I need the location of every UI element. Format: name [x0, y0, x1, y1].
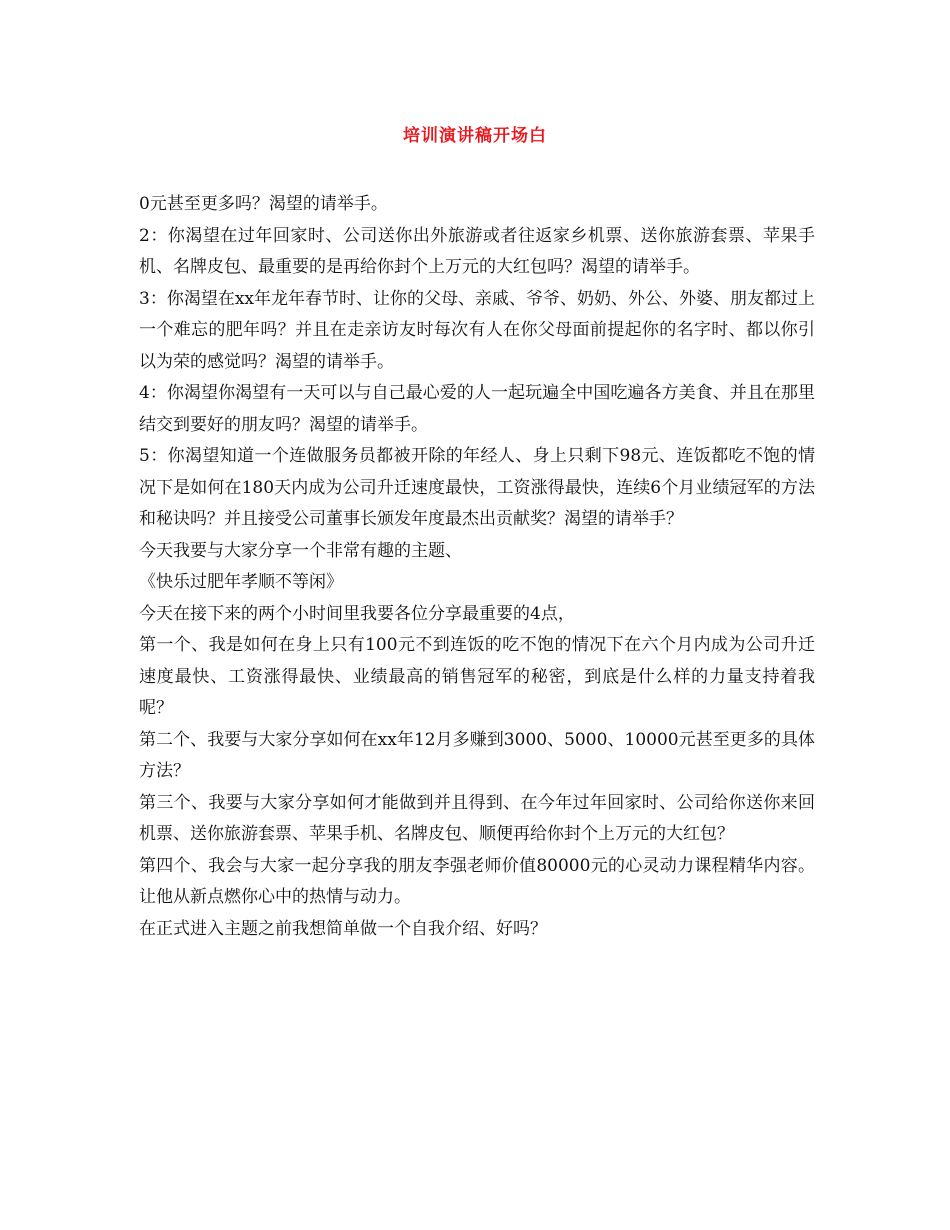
paragraph-12: 第四个、我会与大家一起分享我的朋友李强老师价值80000元的心灵动力课程精华内容。让他从新点燃你心中的热情与动力。: [139, 855, 815, 907]
paragraph-3: 3：你渴望在xx年龙年春节时、让你的父母、亲戚、爷爷、奶奶、外公、外婆、朋友都过上一个难忘的肥年吗？并且在走亲访友时每次有人在你父母面前提起你的名字时、都以你引以为荣的感觉吗？渴望的请举手。: [139, 288, 815, 372]
paragraph-13: 在正式进入主题之前我想简单做一个自我介绍、好吗？: [139, 918, 547, 939]
paragraph-2: 2：你渴望在过年回家时、公司送你出外旅游或者往返家乡机票、送你旅游套票、苹果手机、名牌皮包、最重要的是再给你封个上万元的大红包吗？渴望的请举手。: [139, 225, 815, 277]
paragraph-8: 今天在接下来的两个小时间里我要各位分享最重要的4点，: [139, 603, 575, 624]
paragraph-4: 4：你渴望你渴望有一天可以与自己最心爱的人一起玩遍全中国吃遍各方美食、并且在那里结交到要好的朋友吗？渴望的请举手。: [139, 383, 815, 435]
paragraph-6: 今天我要与大家分享一个非常有趣的主题、: [139, 540, 462, 561]
paragraph-5: 5：你渴望知道一个连做服务员都被开除的年经人、身上只剩下98元、连饭都吃不饱的情况下是如何在180天内成为公司升迁速度最快，工资涨得最快，连续6个月业绩冠军的方法和秘诀吗？并且接受公司董事长颁发年度最杰出贡献奖？渴望的请举手？: [139, 446, 815, 529]
paragraph-7: 《快乐过肥年孝顺不等闲》: [139, 572, 343, 592]
paragraph-1: 0元甚至更多吗？渴望的请举手。: [139, 194, 388, 214]
paragraph-11: 第三个、我要与大家分享如何才能做到并且得到、在今年过年回家时、公司给你送你来回机票、送你旅游套票、苹果手机、名牌皮包、顺便再给你封个上万元的大红包？: [139, 792, 815, 844]
document-title: 培训演讲稿开场白: [403, 126, 547, 146]
paragraph-9: 第一个、我是如何在身上只有100元不到连饭的吃不饱的情况下在六个月内成为公司升迁速度最快、工资涨得最快、业绩最高的销售冠军的秘密，到底是什么样的力量支持着我呢？: [139, 635, 815, 718]
document-body: [139, 189, 815, 945]
paragraph-10: 第二个、我要与大家分享如何在xx年12月多赚到3000、5000、10000元甚至更多的具体方法？: [139, 729, 815, 781]
